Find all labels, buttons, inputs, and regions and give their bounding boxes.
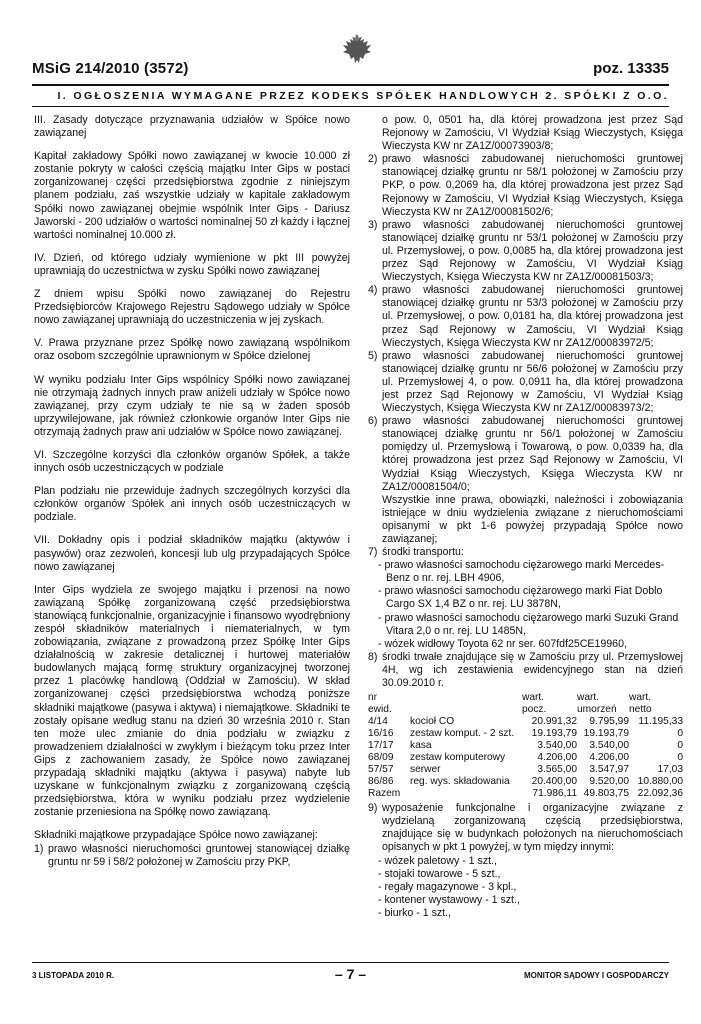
header-cell: nr [368, 692, 378, 704]
list-item [368, 284, 683, 349]
header-cell: netto [629, 704, 652, 716]
continued-text: o pow. 0, 0501 ha, dla której prowadzona jest przez Sąd Rejonowy w Zamościu, VI Wydział Ksiąg Wieczystych, Księga Wieczysta KW nr ZA1Z/00073903/8; [382, 114, 683, 153]
list-item [368, 219, 683, 284]
table-cell: kocioł CO [410, 716, 455, 728]
table-cell: 17,03 [657, 764, 683, 776]
table-row [368, 764, 683, 776]
table-cell: 71.986,11 [532, 788, 577, 800]
list-number: 8) [368, 650, 378, 663]
list-number: 3) [368, 218, 378, 231]
page-number: – 7 – [334, 966, 367, 982]
list-number: 1) [34, 842, 44, 855]
list-number: 4) [368, 284, 378, 297]
vehicle-item: - wózek widłowy Toyota 62 nr ser. 607fdf25CE19960, [378, 637, 627, 650]
table-row [368, 716, 683, 728]
list-item [368, 153, 683, 218]
table-cell: 9.520,00 [589, 776, 629, 788]
equipment-item: - wózek paletowy - 1 szt., [378, 854, 497, 867]
table-row [368, 752, 683, 764]
header-cell: wart. [577, 692, 600, 704]
table-cell: 3.565,00 [537, 764, 577, 776]
table-cell: 20.400,00 [531, 776, 577, 788]
list-number: 6) [368, 415, 378, 428]
table-cell: kasa [410, 740, 432, 752]
header-cell: wart. [522, 692, 545, 704]
equipment-item: - regały magazynowe - 3 kpl., [378, 880, 517, 893]
list-text: prawo własności zabudowanej nieruchomości gruntowej stanowiącej działkę gruntu nr 56/1 położonej w Zamościu pomiędzy ul. Przemysłową i Towarową, o pow. 0,0339 ha, dla której prowadzona jest przez Sąd Rejonowy w Zamościu, VI Wydział Ksiąg Wieczystych, Księga Wieczysta KW nr ZA1Z/00081504/0; [382, 415, 683, 493]
list-text: prawo własności zabudowanej nieruchomości gruntowej stanowiącej działkę gruntu nr 53/1 położonej w Zamościu przy ul. Przemysłowej, o pow. 0,0085 ha, dla której prowadzona jest przez Sąd Rejonowy w Zamościu, VI Wydział Ksiąg Wieczystych, Księga Wieczysta KW nr ZA1Z/00081503/3; [382, 218, 683, 284]
table-cell: 10.880,00 [637, 776, 683, 788]
list-text: prawo własności zabudowanej nieruchomości gruntowej stanowiącej działkę gruntu nr 56/6 położonej w Zamościu przy ul. Przemysłowej 4, o pow. 0,0911 ha, dla której prowadzona jest przez Sąd Rejonowy w Zamościu, VI Wydział Ksiąg Wieczystych, Księga Wieczysta KW nr ZA1Z/00083973/2; [382, 349, 683, 415]
table-cell: 22.092,36 [637, 788, 683, 800]
table-cell: Razem [368, 788, 401, 800]
list-item [368, 350, 683, 415]
list-number: 9) [368, 802, 378, 815]
header-cell: umorzeń [577, 704, 617, 716]
vehicle-item: - prawo własności samochodu ciężarowego marki Suzuki Grand Vitara 2,0 o nr. rej. LU 1485N, [378, 611, 679, 637]
table-row [368, 740, 683, 752]
list-text: środki transportu: [382, 546, 464, 559]
list-item [368, 802, 683, 854]
table-cell: 11.195,33 [638, 716, 683, 728]
header-rule [32, 84, 669, 86]
list-text: prawo własności zabudowanej nieruchomości gruntowej stanowiącej działkę gruntu nr 53/3 położonej w Zamościu przy ul. Przemysłowej, o pow. 0,0181 ha, dla której prowadzona jest przez Sąd Rejonowy w Zamościu, VI Wydział Ksiąg Wieczystych, Księga Wieczysta KW nr ZA1Z/00083972/5; [382, 284, 683, 349]
table-cell: 3.547,97 [589, 764, 629, 776]
paragraph: IV. Dzień, od którego udziały wymienione w pkt III powyżej uprawniają do uczestnictwa w zysku Spółki nowo zawiązanej [34, 251, 350, 277]
table-header-row [368, 704, 683, 716]
table-cell: 68/09 [368, 752, 394, 764]
header-cell [410, 704, 522, 716]
polish-eagle-emblem-icon [337, 30, 377, 70]
equipment-item: - stojaki towarowe - 5 szt., [378, 867, 501, 880]
table-cell: 17/17 [368, 740, 394, 752]
table-cell: 20.991,32 [531, 716, 577, 728]
paragraph: Inter Gips wydziela ze swojego majątku i przenosi na nowo zawiązaną Spółkę zorganizowaną część przedsiębiorstwa stanowiącą funkcjonalnie, organizacyjnie i finansowo wyodrębniony zespół składników materialnych i niematerialnych, w tym zobowiązania, związane z prowadzoną przez Spółkę Inter Gips działalnością w zakresie detalicznej i hurtowej materiałów budowlanych mającą formę struktury organizacyjnej tworzonej przez 1 placówkę handlową (Oddział w Zamościu). W skład zorganizowanej części przedsiębiorstwa wchodzą poniższe składniki majątkowe (pasywa i aktywa) i niemajątkowe. Składniki te zostały opisane według stanu na dzień 30 września 2010 r. Stan ten może ulec zmianie do dnia podziału w związku z prowadzeniem działalności w zwykłym i bieżącym toku przez Inter Gips z zachowaniem zasady, że Spółce nowo zawiązanej przypadają składniki majątku (aktywa i pasywa) nabyte lub uzyskane w funkcjonalnym związku z zorganizowaną częścią przedsiębiorstwa, która w wyniku podziału przez wydzielenie zostanie przeniesiona na Spółkę nowo zawiązaną. [34, 583, 350, 819]
table-cell: 0 [677, 740, 683, 752]
table-cell: 16/16 [368, 728, 394, 740]
table-cell: 57/57 [368, 764, 394, 776]
table-cell: 4.206,00 [537, 752, 577, 764]
table-cell: 19.193,79 [531, 728, 577, 740]
obligations-text: Wszystkie inne prawa, obowiązki, należności i zobowiązania istniejące w dniu wydzielenia związane z nieruchomościami opisanymi w pkt 1-6 powyżej przypadają Spółce nowo zawiązanej; [382, 493, 683, 545]
table-cell: 0 [677, 728, 683, 740]
vehicle-item: - prawo własności samochodu ciężarowego marki Mercedes-Benz o nr. rej. LBH 4906, [378, 559, 665, 585]
list-item [34, 843, 350, 869]
header-cell [410, 692, 522, 704]
issue-number: MSiG 214/2010 (3572) [32, 60, 189, 77]
list-text: wyposażenie funkcjonalne i organizacyjne związane z wydzielaną zorganizowaną częścią przedsiębiorstwa, znajdujące się w budynkach położonych na nieruchomościach opisanych w pkt 1 powyżej, w tym między innymi: [382, 802, 683, 854]
table-cell: reg. wys. składowania [410, 776, 510, 788]
paragraph: V. Prawa przyznane przez Spółkę nowo zawiązaną wspólnikom oraz osobom szczególnie uprawnionym w Spółce dzielonej [34, 337, 350, 363]
vehicle-item: - prawo własności samochodu ciężarowego marki Fiat Doblo Cargo SX 1,4 BZ o nr. rej. LU 3878N, [378, 585, 663, 611]
table-cell: zestaw komput. - 2 szt. [410, 728, 515, 740]
section-title: I. OGŁOSZENIA WYMAGANE PRZEZ KODEKS SPÓŁEK HANDLOWYCH 2. SPÓŁKI Z O.O. [57, 90, 669, 102]
table-cell: 0 [677, 752, 683, 764]
table-cell: zestaw komputerowy [410, 752, 506, 764]
list-text: prawo własności zabudowanej nieruchomości gruntowej stanowiącej działkę gruntu nr 58/1 położonej w Zamościu przy PKP, o pow. 0,2069 ha, dla której prowadzona jest przez Sąd Rejonowy w Zamościu, VI Wydział Ksiąg Wieczystych, Księga Wieczysta KW nr ZA1Z/00081502/6; [382, 153, 683, 218]
right-column [368, 114, 683, 920]
equipment-item: - biurko - 1 szt., [378, 906, 451, 919]
publication-name: MONITOR SĄDOWY I GOSPODARCZY [523, 971, 669, 980]
list-text: prawo własności nieruchomości gruntowej stanowiącej działkę gruntu nr 59 i 58/2 położonej w Zamościu przy PKP, [48, 842, 350, 868]
table-cell: 9.795,99 [589, 716, 629, 728]
paragraph: Z dniem wpisu Spółki nowo zawiązanej do Rejestru Przedsiębiorców Krajowego Rejestru Sądowego udziały w Spółce nowo zawiązanej uprawniają do uczestniczenia w jej zyskach. [34, 288, 350, 327]
list-number: 2) [368, 153, 378, 166]
paragraph: VII. Dokładny opis i podział składników majątku (aktywów i pasywów) oraz zezwoleń, koncesji lub ulg przypadających Spółce nowo zawiązanej [34, 534, 350, 573]
position-number: poz. 13335 [593, 60, 669, 77]
header-cell: ewid. [368, 704, 392, 716]
list-item [368, 546, 683, 559]
list-number: 7) [368, 546, 378, 559]
list-number: 5) [368, 349, 378, 362]
inventory-table [368, 692, 683, 800]
left-column [34, 114, 350, 869]
table-total-row [368, 788, 683, 800]
table-cell: 49.803,75 [583, 788, 629, 800]
table-cell: 3.540,00 [589, 740, 629, 752]
list-text: środki trwałe znajdujące się w Zamościu przy ul. Przemysłowej 4H, wg ich zestawienia ewidencyjnego stan na dzień 30.09.2010 r. [382, 650, 683, 690]
footer-date: 3 LISTOPADA 2010 R. [32, 971, 115, 980]
equipment-item: - kontener wystawowy - 1 szt., [378, 893, 520, 906]
table-cell: 3.540,00 [537, 740, 577, 752]
table-cell: 86/86 [368, 776, 394, 788]
paragraph: III. Zasady dotyczące przyznawania udziałów w Spółce nowo zawiązanej [34, 114, 350, 140]
paragraph: W wyniku podziału Inter Gips wspólnicy Spółki nowo zawiązanej nie otrzymają żadnych innych praw aniżeli udziały w Spółce nowo zawiązanej, przy czym udziały te nie są w żaden sposób uprzywilejowane, jak również członkowie organów Inter Gips nie otrzymają żadnych praw ani udziałów w Spółce nowo zawiązanej. [34, 373, 350, 438]
table-row [368, 728, 683, 740]
paragraph: Kapitał zakładowy Spółki nowo zawiązanej w kwocie 10.000 zł zostanie pokryty w całości częścią majątku Inter Gips w postaci zorganizowanej części przedsiębiorstwa zgodnie z niniejszym planem podziału, zaś wszystkie udziały w kapitale zakładowym Spółki nowo zawiązanej obejmie wspólnik Inter Gips - Dariusz Jaworski - 200 udziałów o wartości nominalnej 50 zł każdy i łącznej wartości nominalnej 10.000 zł. [34, 150, 350, 241]
header-cell: wart. [629, 692, 652, 704]
table-header-row [368, 692, 683, 704]
list-item [368, 651, 683, 690]
paragraph: Składniki majątkowe przypadające Spółce nowo zawiązanej: [34, 829, 318, 842]
table-cell: 19.193,79 [583, 728, 629, 740]
table-row [368, 776, 683, 788]
table-cell: 4.206,00 [589, 752, 629, 764]
table-cell: serwer [410, 764, 441, 776]
paragraph: Plan podziału nie przewiduje żadnych szczególnych korzyści dla członków organów Spółek ani innych osób uczestniczących w podziale. [34, 485, 350, 524]
list-item [368, 415, 683, 494]
paragraph: VI. Szczególne korzyści dla członków organów Spółek, a także innych osób uczestniczących w podziale [34, 448, 350, 475]
section-rule [32, 106, 669, 107]
footer-rule [32, 962, 669, 963]
header-cell: pocz. [522, 704, 547, 716]
table-cell [410, 788, 522, 800]
table-cell: 4/14 [368, 716, 388, 728]
